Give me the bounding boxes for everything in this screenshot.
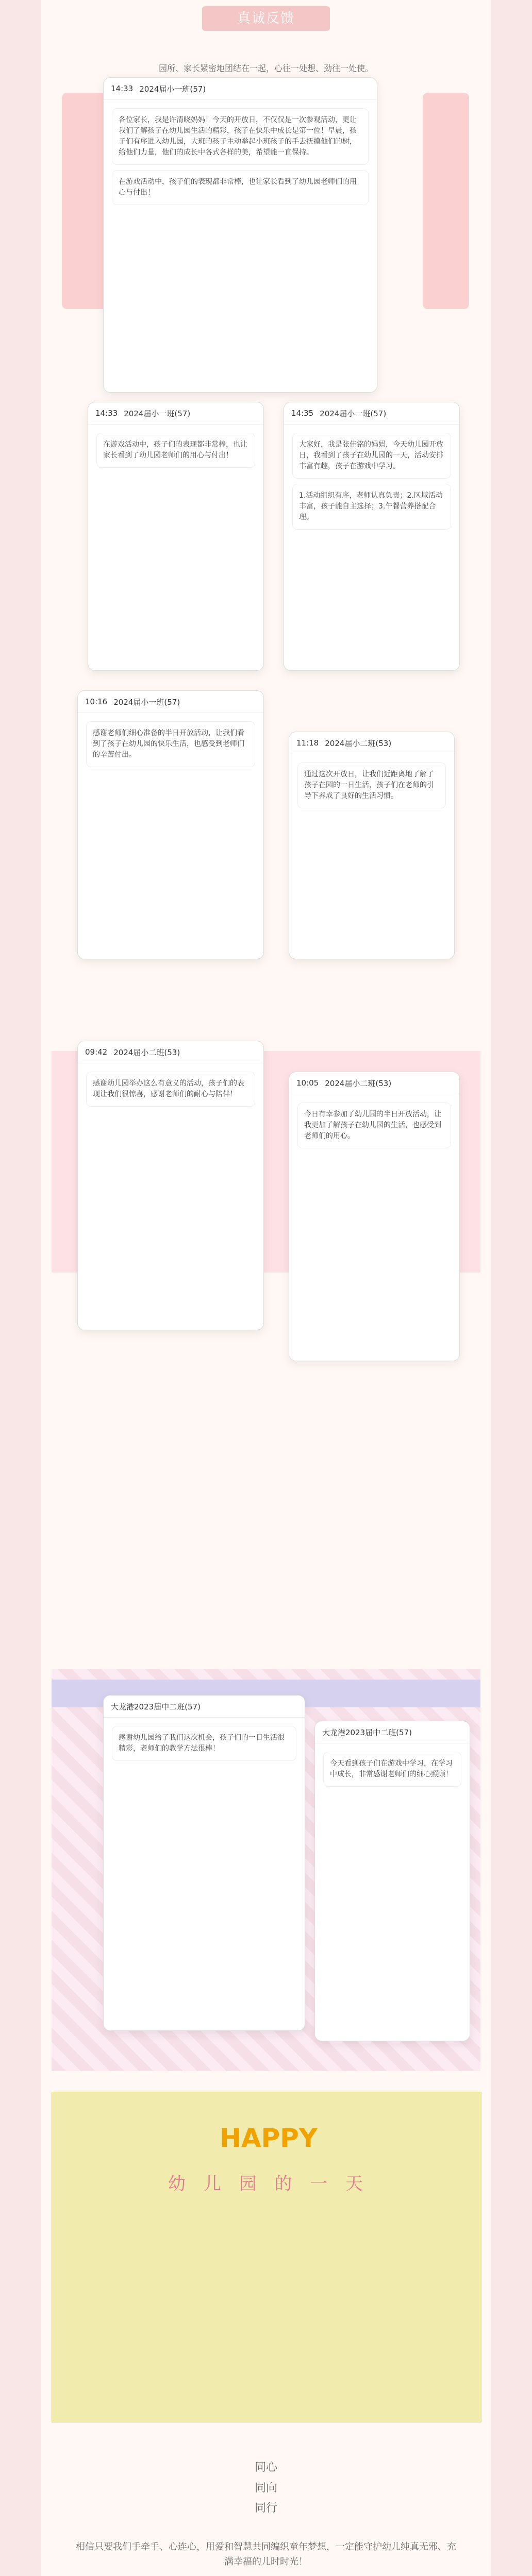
cta-line-1: 同心 [254, 2461, 277, 2474]
phone-time-3: 14:35 [291, 409, 314, 418]
phone-card-8 [103, 1695, 305, 2031]
phone-body-6 [78, 1063, 263, 1118]
message-5-1: 通过这次开放日，让我们近距离地了解了孩子在园的一日生活，孩子们在老师的引导下养成了良好的生活习惯。 [297, 762, 446, 808]
phone-bar-1 [104, 78, 377, 100]
phone-title-7: 2024届小二班(53) [325, 1078, 392, 1088]
message-4-1: 感谢老师们细心准备的半日开放活动，让我们看到了孩子在幼儿园的快乐生活，也感受到老师们的辛苦付出。 [86, 721, 255, 767]
phone-body-2 [88, 425, 263, 479]
phone-body-7 [289, 1094, 459, 1160]
phone-time-5: 11:18 [296, 738, 319, 748]
phone-bar-7 [289, 1072, 459, 1094]
phone-card-2 [88, 402, 264, 671]
message-2-1: 在游戏活动中，孩子们的表现都非常棒，也让家长看到了幼儿园老师们的用心与付出！ [96, 433, 255, 468]
cta-line-3: 同行 [254, 2502, 277, 2515]
phone-title-4: 2024届小一班(57) [113, 697, 180, 707]
phone-card-9 [314, 1721, 470, 2041]
phone-title-9: 大龙港2023届中二班(57) [322, 1727, 412, 1737]
message-6-1: 感谢幼儿园举办这么有意义的活动，孩子们的表现让我们很惊喜，感谢老师们的耐心与陪伴！ [86, 1072, 255, 1107]
phone-body-5 [289, 754, 454, 820]
phone-body-4 [78, 713, 263, 778]
phone-title-2: 2024届小一班(57) [124, 409, 191, 418]
phone-card-1 [103, 77, 377, 393]
phone-time-2: 14:33 [95, 409, 118, 418]
phone-card-7 [289, 1072, 460, 1361]
banner-title: 幼 儿 园 的 一 天 [168, 2174, 370, 2194]
phone-title-8: 大龙港2023届中二班(57) [111, 1702, 201, 1711]
message-1-1: 各位家长，我是许清晓妈妈！今天的开放日，不仅仅是一次参观活动，更让我们了解孩子在幼儿园生活的精彩，孩子在快乐中成长是第一位！早晨，孩子们有序进入幼儿园，大班的孩子主动举起小班孩子的手去抚摸他们的树，给他们力量，他们的成长中各式各样的美，希望能一直保持。 [112, 108, 369, 165]
phone-bar-3 [284, 402, 459, 425]
phone-title-3: 2024届小一班(57) [320, 409, 387, 418]
closing-text: 相信只要我们手牵手、心连心，用爱和智慧共同编织童年梦想，一定能守护幼儿纯真无邪、充满幸福的儿时时光！ [76, 2541, 456, 2567]
phone-body-9 [315, 1743, 470, 1798]
phone-bar-9 [315, 1721, 470, 1743]
phone-bar-6 [78, 1041, 263, 1063]
phone-body-8 [104, 1718, 305, 1772]
phone-title-5: 2024届小二班(53) [325, 738, 392, 748]
phone-body-3 [284, 425, 459, 541]
phone-time-6: 09:42 [85, 1047, 108, 1057]
phone-time-1: 14:33 [111, 84, 134, 93]
phone-card-5 [289, 732, 455, 959]
cta-lines [52, 2458, 480, 2519]
message-7-1: 今日有幸参加了幼儿园的半日开放活动，让我更加了解孩子在幼儿园的生活，也感受到老师们的用心。 [297, 1103, 451, 1148]
message-8-1: 感谢幼儿园给了我们这次机会，孩子们的一日生活很精彩，老师们的教学方法很棒！ [112, 1726, 296, 1761]
banner-tag: HAPPY [219, 2123, 318, 2153]
intro-text: 园所、家长紧密地团结在一起，心往一处想、劲往一处使。 [158, 63, 373, 73]
phone-bar-2 [88, 402, 263, 425]
message-1-2: 在游戏活动中，孩子们的表现都非常棒，也让家长看到了幼儿园老师们的用心与付出！ [112, 170, 369, 205]
message-3-1: 大家好，我是张佳铭的妈妈，今天幼儿园开放日，我看到了孩子在幼儿园的一天，活动安排丰富有趣，孩子在游戏中学习。 [292, 433, 451, 479]
phone-title-1: 2024届小一班(57) [139, 84, 206, 94]
phone-card-4 [77, 690, 264, 959]
phone-time-4: 10:16 [85, 697, 108, 706]
phone-title-6: 2024届小二班(53) [113, 1047, 180, 1057]
phone-bar-8 [104, 1696, 305, 1718]
message-3-2: 1.活动组织有序，老师认真负责；2.区域活动丰富，孩子能自主选择；3.午餐营养搭配合理。 [292, 484, 451, 530]
banner-box [52, 2092, 481, 2422]
phone-bar-5 [289, 732, 454, 754]
header-badge: 真诚反馈 [202, 6, 330, 31]
message-9-1: 今天看到孩子们在游戏中学习，在学习中成长，非常感谢老师们的细心照顾！ [323, 1752, 461, 1787]
cta-line-2: 同向 [254, 2481, 277, 2495]
phone-card-6 [77, 1041, 264, 1330]
phone-card-3 [284, 402, 460, 671]
decor-right-top [423, 93, 469, 309]
phone-time-7: 10:05 [296, 1078, 319, 1088]
phone-bar-4 [78, 691, 263, 713]
phone-body-1 [104, 100, 377, 216]
